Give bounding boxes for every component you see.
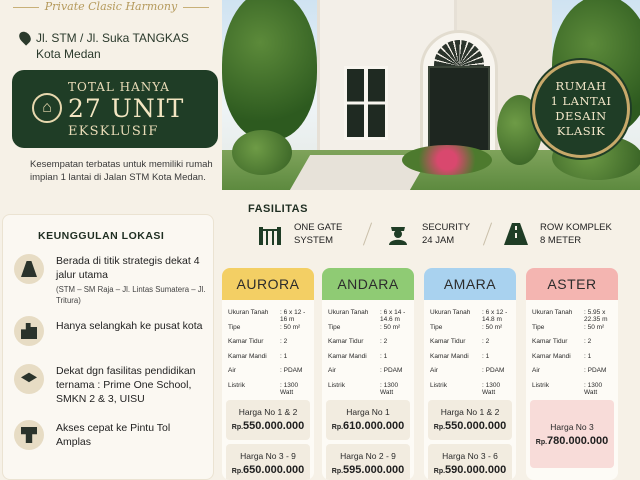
advantage-text: Dekat dgn fasilitas pendidikan ternama : Prime One School, SMKN 2 & 3, UISU: [56, 365, 196, 405]
type-name: AURORA: [222, 268, 314, 300]
divider: [483, 223, 492, 246]
spec-list: [526, 300, 618, 396]
spec-label: Tipe: [228, 323, 241, 331]
facility-label: 8 METER: [540, 235, 582, 246]
spec-value: : 2: [380, 338, 388, 345]
type-name: ANDARA: [322, 268, 414, 300]
price-value: [326, 464, 410, 476]
spec-value: : 5.95 x 22.35 m: [584, 309, 608, 323]
spec-label: Listrik: [328, 381, 345, 389]
spec-row: [328, 349, 408, 364]
badge-line: RUMAH: [555, 79, 607, 93]
home-icon: ⌂: [32, 93, 62, 123]
spec-value: : 6 x 12 - 14.8 m: [482, 309, 508, 323]
spec-value: : 1300 Watt: [584, 381, 603, 396]
advantage-text: Akses cepat ke Pintu Tol Amplas: [56, 422, 171, 448]
spec-label: Kamar Tidur: [430, 338, 466, 345]
spec-value: : PDAM: [380, 367, 403, 374]
price-amount: 590.000.000: [445, 464, 507, 476]
spec-label: Tipe: [532, 323, 545, 331]
spec-value: : 1: [380, 352, 388, 360]
unit-label: TOTAL HANYA: [68, 80, 170, 94]
spec-row: [430, 363, 510, 378]
price-amount: 610.000.000: [343, 420, 405, 432]
facility-label: ROW KOMPLEK: [540, 222, 612, 233]
price-box: [326, 444, 410, 480]
spec-row: [532, 363, 612, 378]
road-icon: [14, 254, 44, 284]
spec-row: [228, 334, 308, 349]
price-amount: 780.000.000: [547, 435, 609, 447]
price-value: [326, 420, 410, 432]
spec-value: : PDAM: [280, 367, 303, 374]
spec-label: Air: [328, 367, 336, 374]
spec-value: : 50 m²: [380, 323, 401, 331]
facility-label: SYSTEM: [294, 235, 334, 246]
price-amount: 650.000.000: [243, 464, 305, 476]
house-window: [344, 66, 388, 140]
price-value: [428, 464, 512, 476]
road-icon: [504, 223, 528, 245]
spec-label: Ukuran Tanah: [532, 309, 573, 316]
spec-row: [328, 363, 408, 378]
spec-list: [222, 300, 314, 396]
spec-row: [430, 334, 510, 349]
spec-row: [228, 378, 308, 396]
price-label: Harga No 1: [346, 407, 390, 417]
one-floor-badge: [532, 60, 630, 158]
brand-tagline: Private Clasic Harmony: [0, 0, 222, 13]
spec-row: [430, 305, 510, 323]
price-amount: 595.000.000: [343, 464, 405, 476]
spec-row: [328, 320, 408, 335]
spec-value: : 6 x 14 - 14.6 m: [380, 309, 406, 323]
price-value: [428, 420, 512, 432]
currency-prefix: Rp.: [331, 424, 344, 431]
spec-value: : 1300 Watt: [482, 381, 501, 396]
house-type-card: [526, 268, 618, 480]
location-pin-icon: [17, 29, 33, 45]
spec-label: Kamar Tidur: [228, 338, 264, 345]
price-box: [226, 444, 310, 480]
spec-value: : 2: [584, 338, 592, 345]
spec-list: [424, 300, 516, 396]
intro-text: Kesempatan terbatas untuk memiliki rumah impian 1 lantai di Jalan STM Kota Medan.: [30, 159, 213, 183]
advantage-text: Hanya selangkah ke pusat kota: [56, 320, 203, 332]
spec-row: [228, 305, 308, 323]
spec-row: [328, 305, 408, 323]
spec-value: : 50 m²: [584, 323, 605, 331]
price-value: [530, 435, 614, 447]
advantage-subtext: (STM – SM Raja – Jl. Lintas Sumatera – Jl. Tritura): [56, 285, 206, 305]
spec-row: [532, 378, 612, 396]
spec-row: [328, 334, 408, 349]
spec-value: : 50 m²: [482, 323, 503, 331]
badge-line: 1 LANTAI: [550, 94, 612, 108]
advantage-text: Berada di titik strategis dekat 4 jalur utama: [56, 255, 200, 281]
tree-left: [222, 0, 317, 140]
badge-line: DESAIN: [555, 109, 607, 123]
divider: [363, 223, 372, 246]
price-label: Harga No 1 & 2: [238, 407, 298, 417]
spec-row: [430, 349, 510, 364]
price-box: [326, 400, 410, 440]
spec-label: Air: [228, 367, 236, 374]
address-line: Kota Medan: [36, 47, 101, 61]
flower-bed: [402, 145, 492, 175]
spec-label: Ukuran Tanah: [228, 309, 269, 316]
price-label: Harga No 3 - 9: [240, 451, 296, 461]
facilities-title: FASILITAS: [248, 203, 308, 215]
spec-value: : 1300 Watt: [280, 381, 299, 396]
spec-row: [532, 349, 612, 364]
currency-prefix: Rp.: [433, 424, 446, 431]
facility-label: 24 JAM: [422, 235, 455, 246]
spec-row: [228, 363, 308, 378]
price-value: [226, 464, 310, 476]
city-icon: [14, 316, 44, 346]
spec-row: [430, 320, 510, 335]
spec-list: [322, 300, 414, 396]
spec-value: : 6 x 12 - 16 m: [280, 309, 306, 323]
currency-prefix: Rp.: [231, 468, 244, 475]
unit-exclusive: EKSKLUSIF: [68, 124, 159, 139]
unit-count-card: [12, 70, 218, 148]
spec-label: Tipe: [430, 323, 443, 331]
spec-value: : 50 m²: [280, 323, 301, 331]
spec-row: [228, 320, 308, 335]
spec-label: Tipe: [328, 323, 341, 331]
unit-count: 27 UNIT: [68, 94, 185, 123]
currency-prefix: Rp.: [231, 424, 244, 431]
spec-value: : 1: [482, 352, 490, 360]
price-box: [530, 400, 614, 468]
spec-row: [532, 334, 612, 349]
spec-value: : 2: [280, 338, 288, 345]
gate-icon: [258, 223, 282, 245]
house-type-card: [424, 268, 516, 480]
spec-label: Kamar Mandi: [328, 352, 367, 360]
spec-label: Listrik: [228, 381, 245, 389]
spec-row: [328, 378, 408, 396]
price-box: [428, 400, 512, 440]
spec-label: Kamar Mandi: [430, 352, 469, 360]
spec-label: Listrik: [532, 381, 549, 389]
price-box: [428, 444, 512, 480]
spec-row: [532, 305, 612, 323]
highway-icon: [14, 420, 44, 450]
price-amount: 550.000.000: [243, 420, 305, 432]
address: [20, 30, 189, 62]
type-name: AMARA: [424, 268, 516, 300]
spec-label: Listrik: [430, 381, 447, 389]
badge-line: KLASIK: [556, 124, 606, 138]
address-line: Jl. STM / Jl. Suka TANGKAS: [36, 31, 189, 45]
price-amount: 550.000.000: [445, 420, 507, 432]
facility-label: ONE GATE: [294, 222, 343, 233]
price-box: [226, 400, 310, 440]
spec-row: [532, 320, 612, 335]
price-label: Harga No 3 - 6: [442, 451, 498, 461]
spec-label: Air: [430, 367, 438, 374]
spec-label: Kamar Mandi: [228, 352, 267, 360]
shrub: [232, 130, 292, 175]
currency-prefix: Rp.: [433, 468, 446, 475]
spec-label: Ukuran Tanah: [430, 309, 471, 316]
spec-value: : 2: [482, 338, 490, 345]
graduation-cap-icon: [14, 364, 44, 394]
spec-label: Ukuran Tanah: [328, 309, 369, 316]
spec-row: [228, 349, 308, 364]
spec-value: : 1: [280, 352, 288, 360]
house-type-card: [322, 268, 414, 480]
facility-label: SECURITY: [422, 222, 471, 233]
spec-value: : PDAM: [584, 367, 607, 374]
price-label: Harga No 1 & 2: [440, 407, 500, 417]
house-door: [428, 66, 490, 158]
spec-label: Kamar Tidur: [328, 338, 364, 345]
currency-prefix: Rp.: [535, 439, 548, 446]
price-value: [226, 420, 310, 432]
spec-label: Kamar Tidur: [532, 338, 568, 345]
type-name: ASTER: [526, 268, 618, 300]
spec-label: Air: [532, 367, 540, 374]
spec-row: [430, 378, 510, 396]
advantages-title: KEUNGGULAN LOKASI: [38, 230, 165, 242]
spec-label: Kamar Mandi: [532, 352, 571, 360]
security-guard-icon: [386, 223, 410, 245]
spec-value: : 1300 Watt: [380, 381, 399, 396]
spec-value: : PDAM: [482, 367, 505, 374]
price-label: Harga No 3: [550, 422, 594, 432]
price-label: Harga No 2 - 9: [340, 451, 396, 461]
house-type-card: [222, 268, 314, 480]
spec-value: : 1: [584, 352, 592, 360]
currency-prefix: Rp.: [331, 468, 344, 475]
